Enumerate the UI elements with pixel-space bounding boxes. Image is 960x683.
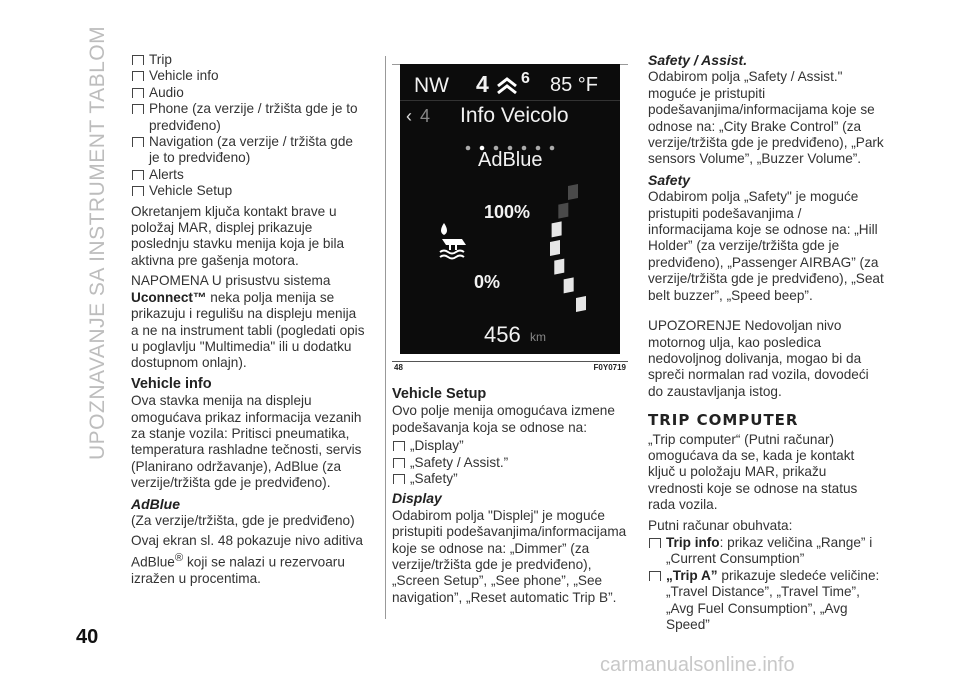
bullet-icon <box>132 186 144 196</box>
section-heading-trip-computer: TRIP COMPUTER <box>648 411 799 430</box>
bullet-icon <box>393 474 405 484</box>
list-item: „Safety / Assist.” <box>392 455 628 471</box>
header-divider <box>400 100 620 101</box>
bullet-icon <box>132 71 144 81</box>
gauge-segment <box>558 203 568 219</box>
list-item: „Display” <box>392 438 628 454</box>
paragraph: Putni računar obuhvata: <box>648 517 793 533</box>
gauge-segment <box>568 184 578 200</box>
uconnect-brand: Uconnect™ <box>131 289 207 305</box>
list-item: Trip <box>131 52 367 68</box>
paragraph: (Za verzije/tržišta, gde je predviđeno) <box>131 512 355 528</box>
list-item: Navigation (za verzije / tržišta gde je to predviđeno) <box>131 134 367 167</box>
watermark: carmanualsonline.info <box>600 654 795 676</box>
list-item: Phone (za verzije / tržišta gde je to predviđeno) <box>131 101 367 134</box>
gauge-segment <box>552 221 562 237</box>
list-item: Alerts <box>131 167 367 183</box>
level-max-label: 100% <box>484 202 531 222</box>
paragraph: Odabirom polja „Safety / Assist." moguće je pristupiti podešavanjima/informacijama koje se odnose na: „City Brake Control” (za verzije/tržišta gde je predviđeno), „Park sensors Volume”, „Buzzer Volume”. <box>648 69 884 167</box>
list-item: „Trip A” prikazuje sledeće veličine: „Travel Distance”, „Travel Time”, „Avg Fuel Consumption”, „Avg Speed” <box>648 568 884 634</box>
menu-list <box>131 52 367 200</box>
outside-temperature: 85 °F <box>550 74 599 96</box>
level-min-label: 0% <box>474 272 501 292</box>
list-item: Audio <box>131 85 367 101</box>
paragraph: Odabirom polja „Safety" je moguće pristupiti podešavanjima / informacijama koje se odnose na: „Hill Holder” (za verzije/tržišta gde je predviđeno), „Passenger AIRBAG” (za verzije/tržišta gde je predviđeno), „Seat belt buzzer”, „Speed beep”. <box>648 189 884 303</box>
column-1 <box>131 52 367 591</box>
range-value: 456 <box>484 322 521 347</box>
paragraph: Okretanjem ključa kontakt brave u položaj MAR, displej prikazuje poslednju stavku menija koja je bila aktivna pre gašenja motora. <box>131 203 345 268</box>
menu-title: Info Veicolo <box>460 104 569 127</box>
bullet-icon <box>132 55 144 65</box>
list-item: Trip info: prikaz veličina „Range” i „Current Consumption” <box>648 535 884 568</box>
page-number: 40 <box>76 626 99 648</box>
section-heading-vehicle-info: Vehicle info <box>131 375 212 392</box>
nav-left-chevron-icon: ‹ <box>406 106 412 126</box>
bullet-icon <box>393 441 405 451</box>
subsection-heading-display: Display <box>392 490 442 507</box>
gear-left-indicator: 4 <box>420 106 431 126</box>
bullet-icon <box>132 104 144 114</box>
note-paragraph: NAPOMENA U prisustvu sistema Uconnect™ neka polja menija se prikazuju i regulišu na displeju menija a ne na instrument tabli (pogledati opis u poglavlju "Multimedia" ili u dodatku dostupnom onlajn). <box>131 273 365 371</box>
chapter-side-title: UPOZNAVANJE SA INSTRUMENT TABLOM <box>86 25 109 460</box>
bullet-icon <box>132 88 144 98</box>
paragraph: Ova stavka menija na displeju omogućava prikaz informacija vezanih za stanje vozila: Pritisci pneumatika, temperatura rashladne tečnosti, servis (Planirano održavanje), AdBlue (za verzije/tržišta gde je predviđeno). <box>131 393 362 491</box>
adblue-icon <box>436 219 472 261</box>
bullet-icon <box>649 538 661 548</box>
list-item: Vehicle info <box>131 68 367 84</box>
section-heading-vehicle-setup: Vehicle Setup <box>392 386 487 402</box>
figure-48 <box>392 56 628 376</box>
column-3 <box>648 52 884 633</box>
gauge-segment <box>550 240 560 256</box>
adblue-level-gauge <box>528 182 600 314</box>
bullet-icon <box>132 137 144 147</box>
subsection-heading-safety: Safety <box>648 171 691 188</box>
subsection-heading-adblue: AdBlue <box>131 495 180 512</box>
range-unit: km <box>530 330 546 344</box>
paragraph: Ovaj ekran sl. 48 pokazuje nivo aditiva AdBlue® koji se nalazi u rezervoaru izražen u procentima. <box>131 533 363 586</box>
gauge-segment <box>576 296 586 312</box>
instrument-display <box>400 64 620 354</box>
bullet-icon <box>393 458 405 468</box>
warning-paragraph: UPOZORENJE Nedovoljan nivo motornog ulja, kao posledica nedovoljnog dolivanja, mogao bi da spreči normalan rad vozila, dovodeći do zaustavljanja istog. <box>648 318 869 399</box>
paragraph: Odabirom polja "Displej" je moguće pristupiti podešavanjima/informacijama koje se odnose na: „Dimmer” (za verzije/tržišta gde je predviđeno), „Screen Setup”, „See phone”, „See navigation”, „Reset automatic Trip B”. <box>392 507 627 605</box>
bullet-icon <box>649 571 661 581</box>
list-item: Vehicle Setup <box>131 183 367 199</box>
paragraph: Ovo polje menija omogućava izmene podešavanja koja se odnose na: <box>392 403 615 435</box>
paragraph: „Trip computer“ (Putni računar) omogućava da se, kada je kontakt ključ u položaju MAR, prikažu vrednosti koje se odnose na status rada vozila. <box>648 431 858 513</box>
gear-shift-up-icon <box>496 76 518 96</box>
gear-next-indicator: 6 <box>521 70 530 87</box>
subsection-heading-safety-assist: Safety / Assist. <box>648 52 748 68</box>
gauge-segment <box>564 277 574 293</box>
column-2 <box>392 386 628 610</box>
compass-readout: NW <box>414 74 449 97</box>
bullet-icon <box>132 170 144 180</box>
figure-code: F0Y0719 <box>593 363 626 372</box>
column-divider <box>385 56 386 619</box>
figure-bottom-rule <box>392 361 628 362</box>
list-item: „Safety” <box>392 471 628 487</box>
gear-indicator: 4 <box>476 71 489 97</box>
menu-item-label: AdBlue <box>478 149 543 171</box>
gauge-segment <box>554 259 564 275</box>
figure-number: 48 <box>394 363 403 372</box>
